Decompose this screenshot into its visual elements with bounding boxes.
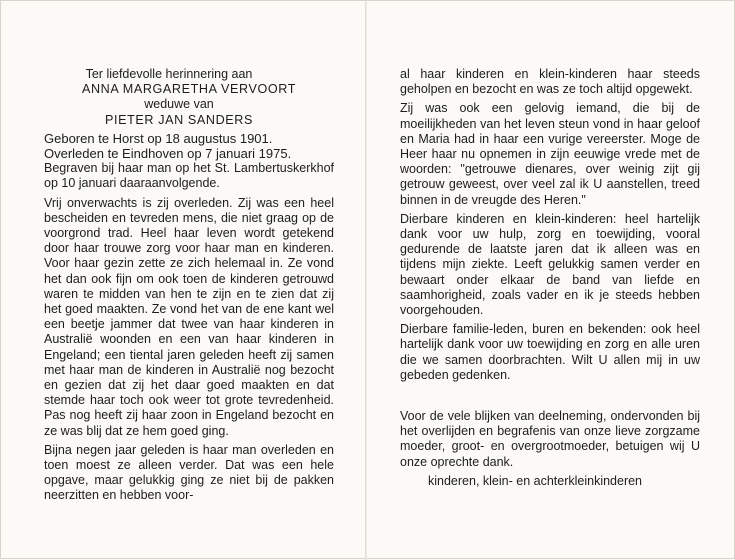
memorial-intro: Ter liefdevolle herinnering aan [85, 67, 253, 81]
right-paragraph-1: al haar kinderen en klein-kinderen haar steeds geholpen en bezocht en was ze toch altijd opgewekt. [400, 67, 700, 97]
left-page [44, 67, 334, 508]
card-fold [365, 1, 367, 560]
widow-of-label: weduwe van [144, 97, 214, 112]
right-paragraph-3: Dierbare kinderen en klein-kinderen: heel hartelijk dank voor uw hulp, zorg en toewijding, vooral gedurende de laatste jaren dat ik alleen was en tijdens mijn ziekte. Leeft gelukkig samen verder en bewaart onder elkaar de band van liefde en saamhorigheid, zoals vader en ik je steeds hebben voorgehouden. [400, 211, 700, 318]
death-line: Overleden te Eindhoven op 7 januari 1975. [44, 146, 292, 162]
right-paragraph-4: Dierbare familie-leden, buren en bekenden: ook heel hartelijk dank voor uw toewijding en zorg en alle uren die we samen doorbrachten. Wilt U allen mij in uw gebeden gedenken. [400, 322, 700, 382]
right-page [400, 67, 700, 489]
left-paragraph-2: Bijna negen jaar geleden is haar man overleden en toen moest ze alleen verder. Dat was een hele opgave, maar gelukkig ging ze niet bij de pakken neerzitten en hebben voor- [44, 442, 334, 503]
signature-line: kinderen, klein- en achterkleinkinderen [428, 473, 643, 488]
right-paragraph-2: Zij was ook een gelovig iemand, die bij de moeilijkheden van het leven steun vond in haar geloof en Maria had in haar een vurige vereerster. Moge de Heer haar nu opnemen in zijn eeuwige vrede met de woorden: "getrouwe dienares, over weinig zijt gij getrouw geweest, over veel zal ik U aanstellen, treed binnen in de vreugde des Heren." [400, 101, 700, 207]
deceased-name: ANNA MARGARETHA VERVOORT [81, 82, 297, 97]
thanks-text: Voor de vele blijken van deelneming, ondervonden bij het overlijden en begrafenis van onze lieve zorgzame moeder, groot- en overgrootmoeder, betuigen wij U onze oprechte dank. [400, 409, 700, 469]
husband-name: PIETER JAN SANDERS [105, 112, 253, 127]
left-paragraph-1: Vrij onverwachts is zij overleden. Zij was een heel bescheiden en tevreden mens, die niet graag op de voorgrond trad. Heel haar leven wordt getekend door haar trouwe zorg voor haar man en kinderen. Voor haar gezin zette ze zich helemaal in. Ze vond het dan ook fijn om ook toen de kinderen getrouwd waren te midden van hen te zijn en te zien dat zij het goed maakten. Ze vond het van de ene kant wel een beetje jammer dat twee van haar kinderen in Australië woonden en een van haar kinderen in Engeland; een tiental jaren geleden heeft zij samen met haar man de kinderen in Australië nog bezocht en gezien dat zij het daar goed maakten en dat stemde haar toch ook weer tot grote tevredenheid. Pas nog heeft zij haar zoon in Engeland bezocht en ze was blij dat ze hem goed ging. [44, 195, 334, 438]
birth-line: Geboren te Horst op 18 augustus 1901. [44, 130, 273, 146]
burial-line: Begraven bij haar man op het St. Lambertuskerkhof op 10 januari daaraanvolgende. [44, 161, 334, 191]
